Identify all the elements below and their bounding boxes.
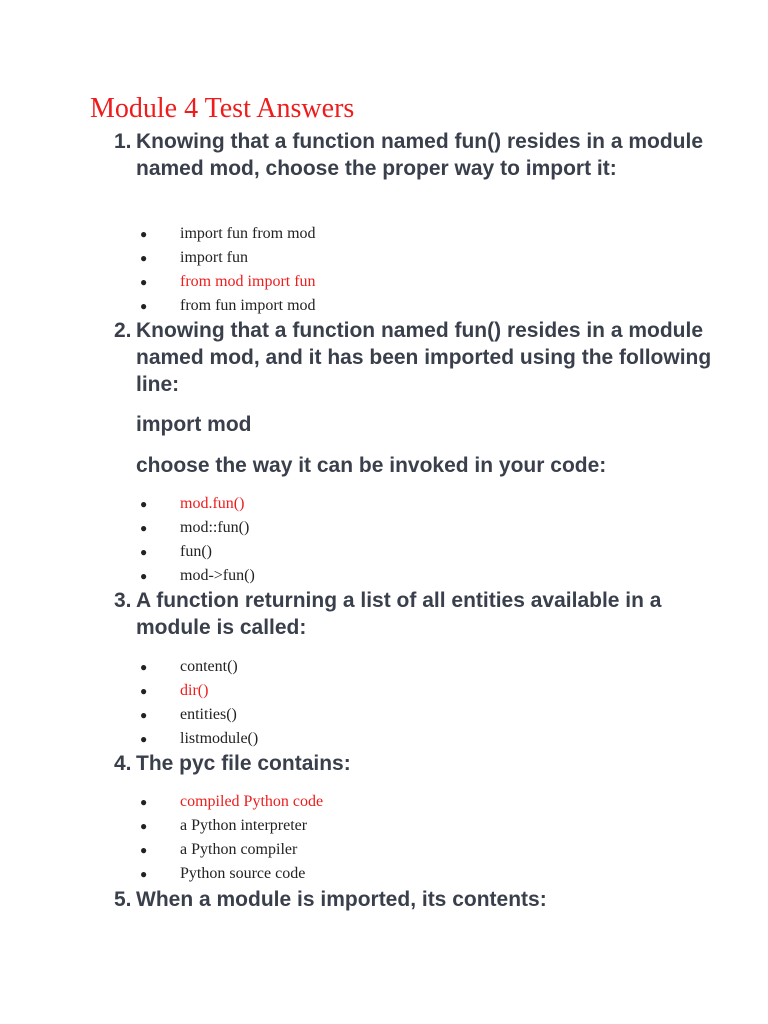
code-line: import mod: [136, 413, 252, 436]
bullet-icon: ●: [140, 843, 148, 857]
question-text: A function returning a list of all entities available in a module is called:: [136, 589, 662, 639]
option-text: mod::fun(): [180, 519, 250, 536]
option-text: a Python compiler: [180, 841, 298, 858]
bullet-icon: ●: [140, 569, 148, 583]
question-number: 3.: [114, 589, 132, 612]
question-number: 5.: [114, 888, 132, 911]
question-number: 1.: [114, 130, 132, 153]
question-4: [114, 750, 714, 777]
bullet-icon: ●: [140, 795, 148, 809]
option-text: entities(): [180, 706, 237, 723]
bullet-icon: ●: [140, 497, 148, 511]
question-3: [114, 587, 714, 641]
option-text: from fun import mod: [180, 297, 316, 314]
bullet-icon: ●: [140, 684, 148, 698]
option-text: listmodule(): [180, 730, 259, 747]
bullet-icon: ●: [140, 521, 148, 535]
bullet-icon: ●: [140, 545, 148, 559]
question-text: When a module is imported, its contents:: [136, 888, 547, 911]
option-text: dir(): [180, 682, 209, 699]
bullet-icon: ●: [140, 708, 148, 722]
question-text: The pyc file contains:: [136, 752, 351, 775]
option-text: Python source code: [180, 865, 306, 882]
bullet-icon: ●: [140, 251, 148, 265]
option-text: mod.fun(): [180, 495, 245, 512]
bullet-icon: ●: [140, 227, 148, 241]
question-text: Knowing that a function named fun() resides in a module named mod, choose the proper way to import it:: [136, 130, 704, 180]
question-number: 4.: [114, 752, 132, 775]
bullet-icon: ●: [140, 275, 148, 289]
question-number: 2.: [114, 319, 132, 342]
bullet-icon: ●: [140, 299, 148, 313]
bullet-icon: ●: [140, 867, 148, 881]
option-text: compiled Python code: [180, 793, 324, 810]
option-text: content(): [180, 658, 238, 675]
bullet-icon: ●: [140, 660, 148, 674]
option-text: import fun: [180, 249, 248, 266]
question-text: Knowing that a function named fun() resides in a module named mod, and it has been imported using the following line:: [136, 319, 712, 396]
bullet-icon: ●: [140, 732, 148, 746]
question-1: [114, 128, 714, 182]
option-text: a Python interpreter: [180, 817, 308, 834]
option-text: from mod import fun: [180, 273, 316, 290]
question-5: [114, 886, 714, 913]
document-title: Module 4 Test Answers: [90, 93, 355, 124]
question-2: [114, 317, 714, 398]
bullet-icon: ●: [140, 819, 148, 833]
option-text: mod->fun(): [180, 567, 255, 584]
option-text: fun(): [180, 543, 212, 560]
follow-up-text: choose the way it can be invoked in your code:: [136, 454, 607, 477]
option-text: import fun from mod: [180, 225, 316, 242]
